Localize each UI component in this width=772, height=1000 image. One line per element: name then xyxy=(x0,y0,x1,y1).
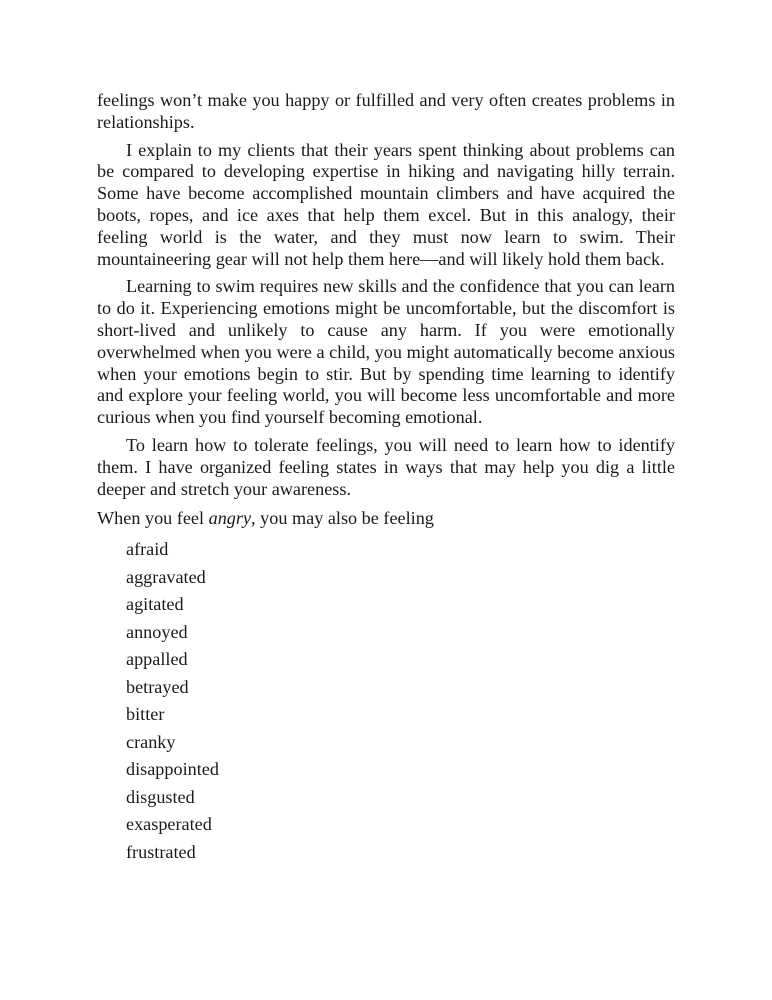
lead-text-before: When you feel xyxy=(97,508,209,529)
list-item: bitter xyxy=(126,704,165,725)
list-item: frustrated xyxy=(126,841,196,862)
paragraph-continuation: feelings won’t make you happy or fulfilled and very often creates problems in relationships. xyxy=(97,90,675,132)
paragraph-mountain-analogy: I explain to my clients that their years spent thinking about problems can be compared to developing expertise in hiking and navigating hilly terrain. Some have become accomplished mountain climbers and have acquired the boots, ropes, and ice axes that help them excel. But in this analogy, their feeling world is the water, and they must now learn to swim. Their mountaineering gear will not help them here—and will likely hold them back. xyxy=(97,139,675,269)
list-item: disgusted xyxy=(126,786,195,807)
list-item: disappointed xyxy=(126,759,219,780)
paragraph-tolerate-feelings: To learn how to tolerate feelings, you will need to learn how to identify them. I have organized feeling states in ways that may help you dig a little deeper and stretch your awareness. xyxy=(97,434,675,499)
lead-text-after: , you may also be feeling xyxy=(251,508,434,529)
paragraph-learning-to-swim: Learning to swim requires new skills and the confidence that you can learn to do it. Experiencing emotions might be uncomfortable, but the discomfort is short-lived and unlikely to cause any harm. If you were emotionally overwhelmed when you were a child, you might automatically become anxious when your emotions begin to stir. But by spending time learning to identify and explore your feeling world, you will become less uncomfortable and more curious when you find yourself becoming emotional. xyxy=(97,276,675,428)
list-item: aggravated xyxy=(126,566,206,587)
list-item: betrayed xyxy=(126,676,189,697)
list-item: agitated xyxy=(126,594,184,615)
page-body xyxy=(97,90,675,866)
list-item: afraid xyxy=(126,539,169,560)
list-lead-sentence xyxy=(97,508,675,530)
feelings-list xyxy=(97,536,675,866)
lead-emphasis: angry xyxy=(208,508,252,529)
list-item: cranky xyxy=(126,731,176,752)
list-item: exasperated xyxy=(126,814,212,835)
list-item: appalled xyxy=(126,649,188,670)
list-item: annoyed xyxy=(126,621,188,642)
